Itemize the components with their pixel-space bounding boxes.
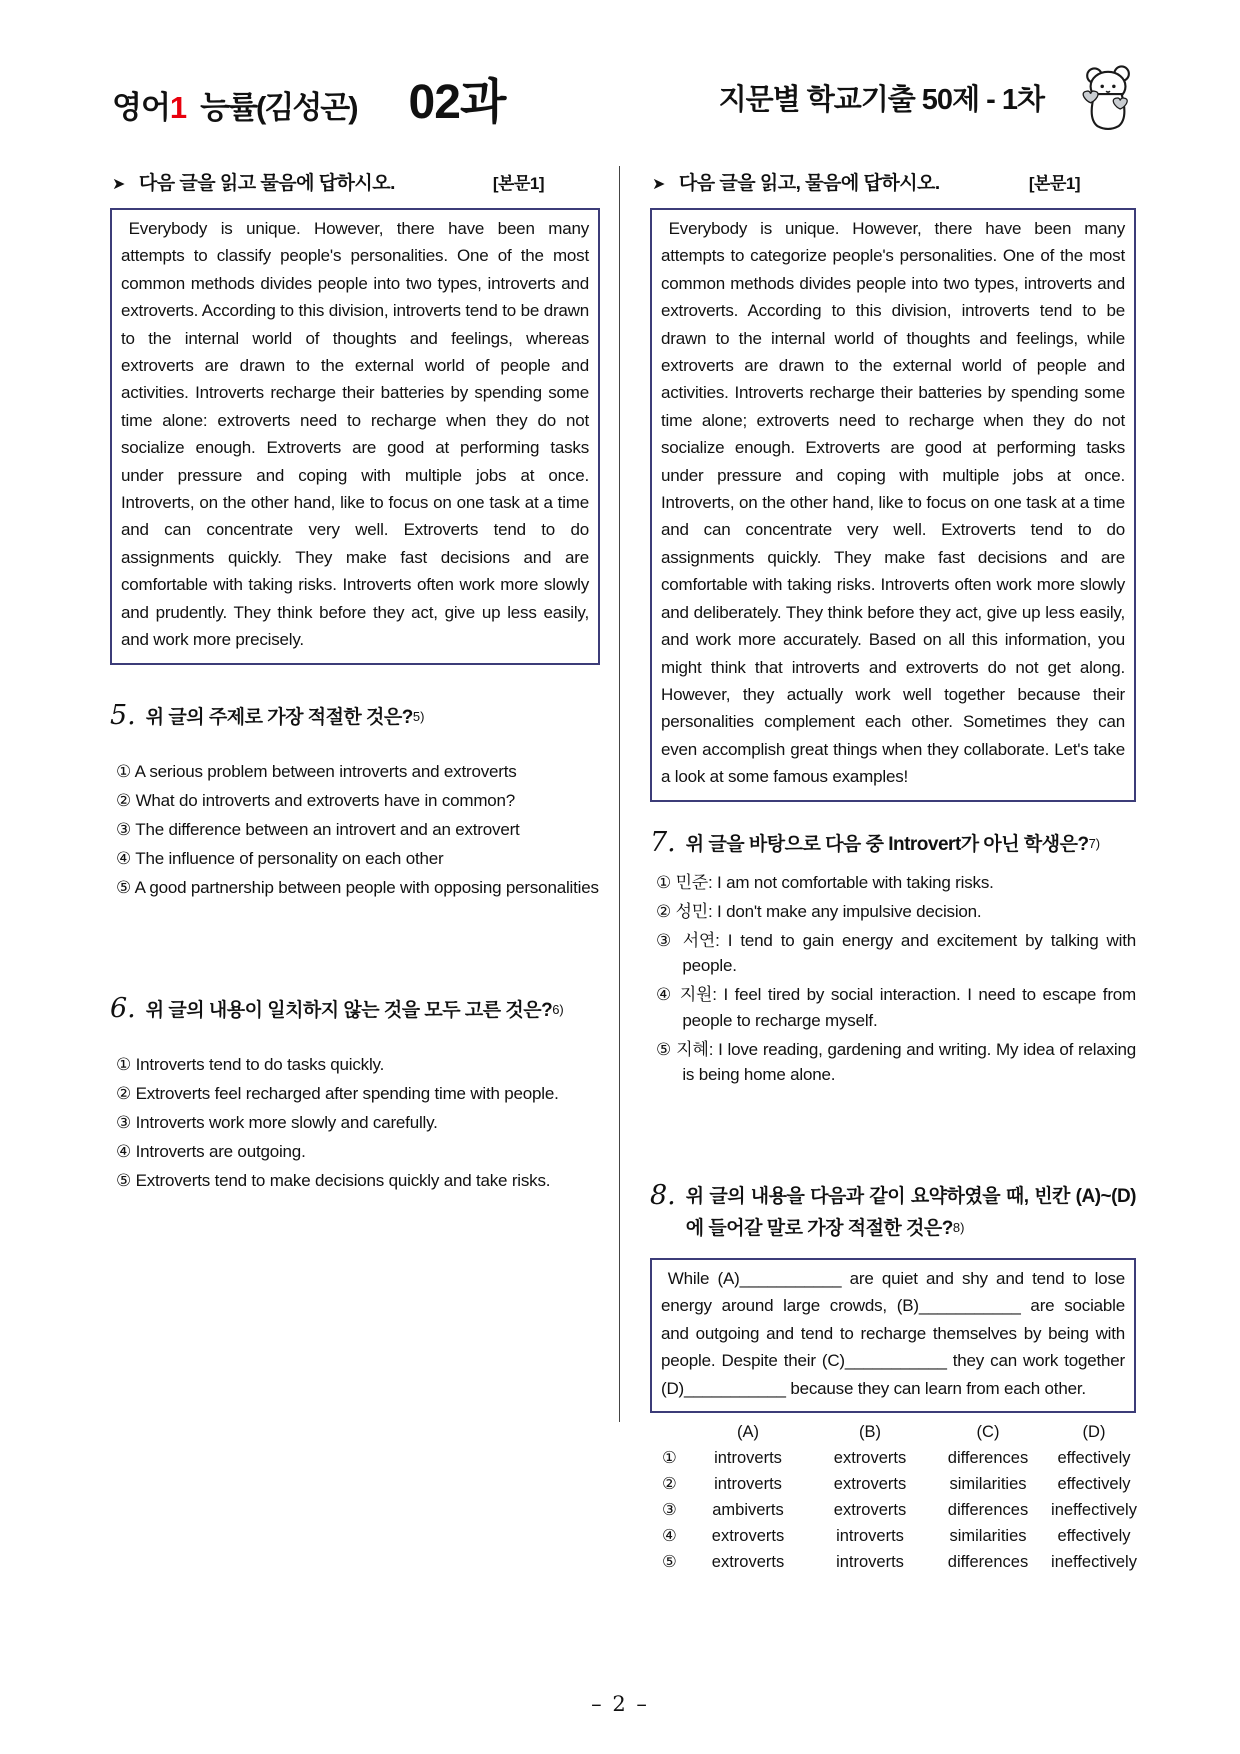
question-6-number: 6. [110,992,136,1024]
answer-cell: introverts [836,1527,904,1546]
arrow-icon: ➤ [112,176,125,193]
right-passage: Everybody is unique. However, there have been many attempts to categorize people's personalities. One of the most common methods divides people into two types, introverts and extroverts. According to this division, introverts tend to be drawn to the internal world of thoughts and feelings, while extroverts are drawn to the external world of people and activities. Introverts recharge their batteries by spending some time alone; extroverts need to recharge when they do not socialize enough. Extroverts are good at performing tasks under pressure and coping with multiple jobs at once. Introverts, on the other hand, like to focus on one task at a time and can concentrate very well. Extroverts tend to do assignments quickly. They make fast decisions and are comfortable with taking risks. Introverts often work more slowly and deliberately. They think before they act, give up less easily, and work more accurately. Based on all this information, you might think that introverts and extroverts do not get along. However, they actually work well together because their personalities complement each other. Sometimes they can even accomplish great things when they collaborate. Let's take a look at some famous examples! [650,208,1136,802]
question-5-footnote: 5) [412,708,425,724]
question-7-header [650,828,1136,860]
answer-cell: differences [947,1449,1029,1468]
left-passage-tag: [본문1] [492,174,544,193]
question-7-text-main: 위 글을 바탕으로 다음 중 Introvert가 아닌 학생은? [685,833,1089,855]
spacer [110,904,600,958]
question-8-text-main: 위 글의 내용을 다음과 같이 요약하였을 때, 빈칸 (A)~(D)에 들어갈 말로 가장 적절한 것은? [685,1186,1136,1240]
header-right [719,62,1140,132]
answer-cell: effectively [1057,1475,1131,1494]
answer-cell: ineffectively [1051,1501,1137,1520]
question-6-options [116,1052,600,1194]
question-8-header [650,1181,1136,1244]
page-header [0,0,1240,132]
answer-cell: differences [947,1501,1029,1520]
question-5-text-main: 위 글의 주제로 가장 적절한 것은? [145,706,413,728]
option: ③ The difference between an introvert and an extrovert [116,819,520,839]
question-7-options [656,870,1136,1088]
subject-label [112,82,186,127]
question-8-footnote: 8) [952,1220,965,1236]
question-8-answer-table [650,1419,1136,1575]
question-7-footnote: 7) [1088,835,1101,851]
question-5-options [116,759,600,901]
question-8-text [686,1181,1136,1244]
left-instruction-text: 다음 글을 읽고 물음에 답하시오. [138,173,395,194]
option: ③ Introverts work more slowly and carefully. [116,1112,438,1132]
option: ④ The influence of personality on each other [116,848,444,868]
option: ⑤ A good partnership between people with opposing personalities [116,877,599,897]
question-6-text-main: 위 글의 내용이 일치하지 않는 것을 모두 고른 것은? [145,999,553,1021]
answer-cell: effectively [1057,1527,1131,1546]
answer-cell: introverts [836,1553,904,1572]
answer-col-header: (D) [1082,1423,1106,1442]
answer-col-header: (C) [976,1423,1000,1442]
question-5-number: 5. [110,699,136,731]
answer-cell: ambiverts [712,1501,784,1520]
right-instruction [652,168,1136,195]
left-instruction [112,168,600,195]
option: ⑤ Extroverts tend to make decisions quickly and take risks. [116,1170,551,1190]
answer-col-header: (B) [859,1423,881,1442]
answer-table-header-row [650,1419,1136,1445]
question-5-header [110,701,600,733]
left-passage: Everybody is unique. However, there have been many attempts to classify people's personalities. One of the most common methods divides people into two types, introverts and extroverts. According to this division, introverts tend to be drawn to the internal world of thoughts and feelings, whereas extroverts are drawn to the external world of people and activities. Introverts recharge their batteries by spending some time alone: extroverts need to recharge when they do not socialize enough. Extroverts are good at performing tasks under pressure and coping with multiple jobs at once. Introverts, on the other hand, like to focus on one task at a time and can concentrate very well. Extroverts tend to do assignments quickly. They make fast decisions and are comfortable with taking risks. Introverts often work more slowly and prudently. They think before they act, give up less easily, and work more precisely. [110,208,600,665]
option: ② 성민: I don't make any impulsive decision. [656,901,982,921]
question-6-text [146,994,600,1026]
textbook-label: 능률(김성곤) [200,89,357,125]
answer-cell: effectively [1057,1449,1131,1468]
answer-cell: ① [662,1449,677,1468]
answer-table-row [650,1445,1136,1471]
answer-cell: extroverts [711,1553,785,1572]
page-number: – 2 – [591,1692,649,1716]
question-6-header [110,994,600,1026]
option: ① 민준: I am not comfortable with taking risks. [656,872,994,892]
answer-cell: introverts [714,1449,782,1468]
right-instruction-text: 다음 글을 읽고, 물음에 답하시오. [678,173,940,194]
answer-cell: ④ [662,1527,677,1546]
subject-name: 영어 [112,89,170,125]
option: ⑤ 지혜: I love reading, gardening and writing. My idea of relaxing is being home alone. [656,1039,1136,1085]
answer-cell: extroverts [833,1501,907,1520]
answer-cell: introverts [714,1475,782,1494]
lesson-label: 02과 [408,75,506,129]
option: ④ 지원: I feel tired by social interaction. I need to escape from people to recharge myself. [656,985,1136,1030]
answer-cell: ineffectively [1051,1553,1137,1572]
arrow-icon: ➤ [652,176,665,193]
question-8-summary: While (A)___________ are quiet and shy and tend to lose energy around large crowds, (B)___________ are sociable and outgoing and tend to recharge themselves by being with people. Despite their (C)___________ they can work together (D)___________ because they can learn from each other. [650,1258,1136,1413]
right-column [650,162,1136,1575]
question-8-number: 8. [650,1180,676,1212]
option: ④ Introverts are outgoing. [116,1141,306,1161]
answer-cell: similarities [949,1475,1027,1494]
left-column [110,162,600,1575]
content-columns [0,162,1240,1575]
answer-table-row [650,1549,1136,1575]
answer-cell: differences [947,1553,1029,1572]
answer-col-header: (A) [737,1423,759,1442]
column-divider [619,166,620,1422]
option: ③ 서연: I tend to gain energy and excitement by talking with people. [656,930,1136,976]
answer-cell: extroverts [833,1475,907,1494]
option: ② Extroverts feel recharged after spending time with people. [116,1083,559,1103]
header-left [112,63,505,132]
answer-cell: similarities [949,1527,1027,1546]
option: ② What do introverts and extroverts have in common? [116,790,516,810]
spacer [650,1091,1136,1145]
answer-cell: extroverts [833,1449,907,1468]
question-7-number: 7. [650,826,676,858]
answer-cell: extroverts [711,1527,785,1546]
doc-title: 지문별 학교기출 50제 - 1차 [718,83,1044,116]
question-7-text [686,828,1136,860]
answer-table-row [650,1497,1136,1523]
answer-cell: ③ [662,1501,677,1520]
bear-mascot-icon [1078,62,1140,132]
answer-cell: ② [662,1475,677,1494]
option: ① A serious problem between introverts and extroverts [116,761,517,781]
question-5-text [146,701,600,733]
answer-table-row [650,1523,1136,1549]
option: ① Introverts tend to do tasks quickly. [116,1054,385,1074]
answer-col-spacer [650,1419,690,1445]
right-passage-tag: [본문1] [1028,174,1080,193]
subject-number: 1 [169,89,187,125]
answer-table-row [650,1471,1136,1497]
answer-cell: ⑤ [662,1553,677,1572]
question-6-footnote: 6) [552,1001,564,1017]
